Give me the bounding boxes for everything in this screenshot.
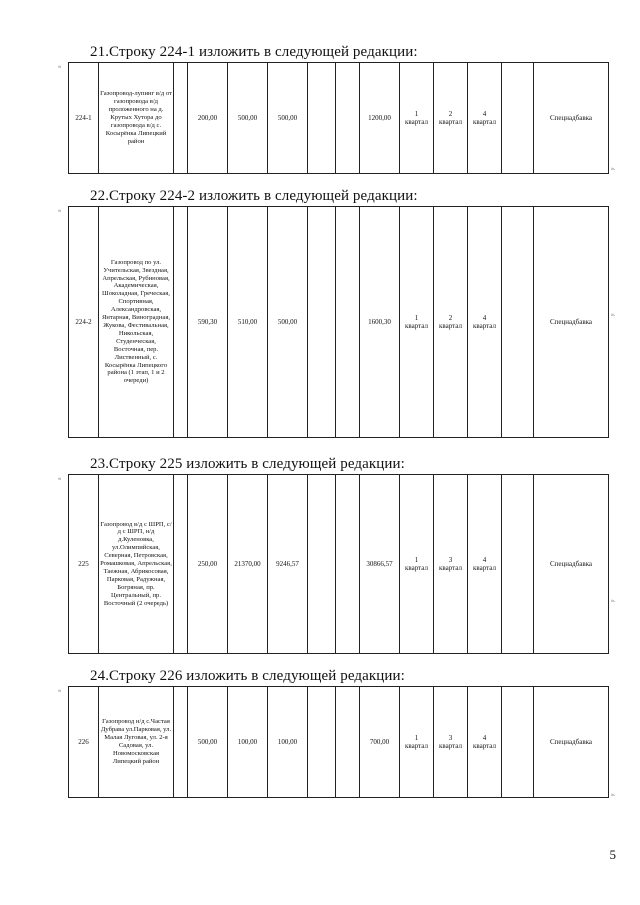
value-2: 500,00 — [228, 63, 268, 174]
quarter-cell — [434, 207, 468, 438]
quarter-cell — [468, 207, 502, 438]
value-1: 590,30 — [188, 207, 228, 438]
quarter-label: квартал — [473, 564, 496, 572]
quarter-cell — [434, 63, 468, 174]
row-number: 226 — [69, 687, 99, 798]
quarter-label: квартал — [405, 118, 428, 126]
value-2: 100,00 — [228, 687, 268, 798]
empty-cell — [502, 63, 534, 174]
total-value: 1200,00 — [360, 63, 400, 174]
empty-cell — [308, 475, 336, 654]
value-1: 200,00 — [188, 63, 228, 174]
table-row-224-2 — [68, 206, 609, 438]
quarter-cell — [400, 207, 434, 438]
value-3: 9246,57 — [268, 475, 308, 654]
quarter-cell — [434, 475, 468, 654]
quarter-number: 2 — [448, 109, 453, 118]
quarter-cell — [400, 475, 434, 654]
quarter-number: 1 — [414, 733, 419, 742]
row-number: 224-1 — [69, 63, 99, 174]
close-quote-mark: ». — [611, 166, 616, 172]
quarter-label: квартал — [405, 322, 428, 330]
close-quote-mark: ». — [611, 312, 616, 318]
empty-cell — [174, 207, 188, 438]
section-heading-21: 21.Строку 224-1 изложить в следующей редакции: — [90, 44, 418, 60]
value-2: 510,00 — [228, 207, 268, 438]
object-name: Газопровод-лупинг в/д от газопровода в/д проложенного на д. Крутых Хутора до газопровода в/д с. Косырёнка Липецкий район — [99, 63, 174, 174]
object-name: Газопровод в/д с ШРП, с/д с ШРП, н/д д.Куленовка, ул.Олимпийская, Северная, Петровская, Ромашковая, Апрельская, Таежная, Абрикосовая, Парковая, Радужная, Богряная, пр. Центральный, пр. Восточный (2 очередь) — [99, 475, 174, 654]
object-name: Газопровод н/д с.Частая Дубрава ул.Парковая, ул. Малая Луговая, ул. 2-я Садовая, ул. Новомосковская Липецкий район — [99, 687, 174, 798]
row-number: 225 — [69, 475, 99, 654]
total-value: 1600,30 — [360, 207, 400, 438]
quarter-number: 4 — [482, 555, 487, 564]
quarter-number: 1 — [414, 109, 419, 118]
quarter-label: квартал — [473, 742, 496, 750]
open-quote-mark: « — [58, 688, 61, 694]
value-1: 500,00 — [188, 687, 228, 798]
organization: Спецнадбавка — [534, 207, 609, 438]
quarter-number: 4 — [482, 109, 487, 118]
quarter-label: квартал — [405, 742, 428, 750]
open-quote-mark: « — [58, 476, 61, 482]
quarter-label: квартал — [439, 118, 462, 126]
section-heading-23: 23.Строку 225 изложить в следующей редакции: — [90, 456, 405, 472]
quarter-cell — [468, 475, 502, 654]
empty-cell — [174, 475, 188, 654]
empty-cell — [502, 687, 534, 798]
value-3: 500,00 — [268, 207, 308, 438]
quarter-number: 3 — [448, 555, 453, 564]
quarter-number: 1 — [414, 555, 419, 564]
quarter-cell — [400, 687, 434, 798]
section-heading-22: 22.Строку 224-2 изложить в следующей редакции: — [90, 188, 418, 204]
quarter-label: квартал — [473, 118, 496, 126]
quarter-cell — [468, 63, 502, 174]
quarter-cell — [400, 63, 434, 174]
table-row-226 — [68, 686, 609, 798]
row-number: 224-2 — [69, 207, 99, 438]
open-quote-mark: « — [58, 208, 61, 214]
empty-cell — [502, 475, 534, 654]
empty-cell — [308, 687, 336, 798]
value-3: 500,00 — [268, 63, 308, 174]
quarter-number: 2 — [448, 313, 453, 322]
close-quote-mark: ». — [611, 598, 616, 604]
value-2: 21370,00 — [228, 475, 268, 654]
quarter-cell — [468, 687, 502, 798]
open-quote-mark: « — [58, 64, 61, 70]
empty-cell — [308, 207, 336, 438]
page-number: 5 — [609, 847, 616, 862]
quarter-label: квартал — [473, 322, 496, 330]
value-3: 100,00 — [268, 687, 308, 798]
empty-cell — [502, 207, 534, 438]
close-quote-mark: ». — [611, 792, 616, 798]
empty-cell — [336, 207, 360, 438]
empty-cell — [336, 475, 360, 654]
quarter-number: 1 — [414, 313, 419, 322]
total-value: 30866,57 — [360, 475, 400, 654]
total-value: 700,00 — [360, 687, 400, 798]
value-1: 250,00 — [188, 475, 228, 654]
empty-cell — [336, 687, 360, 798]
empty-cell — [336, 63, 360, 174]
quarter-number: 4 — [482, 313, 487, 322]
quarter-label: квартал — [439, 322, 462, 330]
object-name: Газопровод по ул. Учительская, Звездная, Апрельская, Рубиновая, Академическая, Шоколадная, Греческая, Спортивная, Александровская, Янтарная, Виноградная, Жукова, Фестивальная, Никольская, Студенческая, Восточная, пер. Листвeнный, с. Косырёнка Липецкого района (1 этап, 1 и 2 очереди) — [99, 207, 174, 438]
organization: Спецнадбавка — [534, 475, 609, 654]
organization: Спецнадбавка — [534, 63, 609, 174]
empty-cell — [174, 687, 188, 798]
table-row-224-1 — [68, 62, 609, 174]
empty-cell — [174, 63, 188, 174]
organization: Спецнадбавка — [534, 687, 609, 798]
section-heading-24: 24.Строку 226 изложить в следующей редакции: — [90, 668, 405, 684]
quarter-cell — [434, 687, 468, 798]
quarter-number: 3 — [448, 733, 453, 742]
table-row-225 — [68, 474, 609, 654]
quarter-number: 4 — [482, 733, 487, 742]
quarter-label: квартал — [439, 564, 462, 572]
quarter-label: квартал — [405, 564, 428, 572]
quarter-label: квартал — [439, 742, 462, 750]
empty-cell — [308, 63, 336, 174]
